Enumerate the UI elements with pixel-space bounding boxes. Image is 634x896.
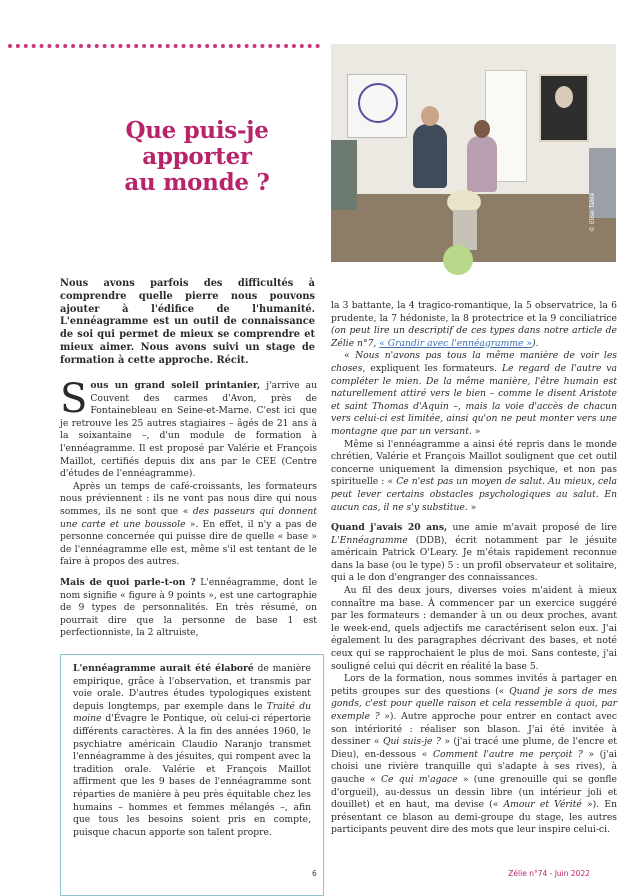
paragraph (331, 350, 617, 438)
paragraph (331, 522, 617, 585)
text: de manière empirique, grâce à l'observation, et transmis par voie orale. D'autres études typologiques existent depuis longtemps, par exemple dans le (73, 663, 311, 712)
article-link[interactable]: « Grandir avec l'ennéagramme » (379, 337, 533, 349)
paragraph (60, 577, 317, 640)
paragraph (60, 376, 317, 481)
text: , expliquent les formateurs. (362, 362, 502, 374)
left-column (60, 376, 318, 640)
text: une amie m'avait proposé de lire (447, 522, 617, 534)
text: L'ennéagramme, dont le nom signifie « figure à 9 points », est une cartographie de 9 types de personnalités. En très résumé, on pourrait dire que la personne de base 1 est perfectionniste, la 2 altruiste, (60, 576, 318, 639)
portrait-poster (539, 74, 589, 142)
trainer-man (413, 124, 447, 188)
side-table (453, 210, 477, 250)
quote: Quand je sors de mes gonds, c'est pour quelle raison et cela ressemble à quoi, par exemple ? (331, 685, 618, 722)
sidebar-box (60, 654, 324, 896)
trainer-woman (467, 136, 497, 192)
text: « (344, 350, 356, 362)
trainer-woman-head (474, 120, 490, 138)
quote: Ce n'est pas un moyen de salut. Au mieux, cela peut lever certains obstacles psychologiques au salut. En aucun cas, il ne s'y substitue. (331, 476, 617, 513)
title-line: Que puis-je (125, 117, 269, 144)
paragraph (331, 673, 617, 837)
article-photo (331, 44, 616, 262)
quote: Le regard de l'autre va compléter le mien. De la même manière, l'être humain est naturellement attiré vers le bien – comme le disent Aristote et saint Thomas d'Aquin –, mais la voie d'accès de chacun vers celui-ci est limitée, ainsi qu'on ne peut monter vers une montagne que par un versant. (331, 362, 617, 437)
participant-left (331, 140, 357, 210)
title-line: au monde ? (124, 169, 270, 196)
magazine-issue: Zélie n°74 - Juin 2022 (508, 869, 590, 878)
lead-in: Quand j'avais 20 ans, (331, 522, 448, 534)
text: ». En effet, il n'y a pas de personne concernée qui puisse dire de quelle « base » de l'ennéagramme elle est, même s'il est tentant de le faire à propos des autres. (60, 518, 317, 568)
drop-cap: S (60, 376, 88, 422)
text: ). (532, 337, 539, 349)
quote: Qui suis-je ? (382, 736, 441, 748)
page-number: 6 (312, 869, 317, 878)
text: » (une grenouille qui se gonfle d'orgueil), au-dessus un dessin libre (un intérieur joli et douillet) et en haut, ma devise (« (331, 773, 617, 811)
paragraph (73, 663, 311, 839)
quote: des passeurs qui donnent une carte et une boussole (60, 505, 317, 530)
lead-in: ous un grand soleil printanier, (90, 380, 261, 391)
quote: Ce qui m'agace (381, 773, 458, 785)
text: » (467, 501, 477, 513)
book-title: L'Ennéagramme (331, 534, 408, 546)
paragraph: Au fil des deux jours, diverses voies m'aident à mieux connaître ma base. À commencer par un exercice suggéré par les formateurs : demander à un ou deux proches, avant le week-end, quels adjectifs me caractérisent selon eux. J'ai également lu des paragraphes décrivant des bases, et noté ceux qui se rapprochaient le plus de moi. Sans conteste, j'ai souligné celui qui décrit en réalité la base 5. (331, 585, 617, 672)
trainer-man-head (421, 106, 439, 126)
paragraph (331, 439, 617, 515)
quote: Comment l'autre me perçoit ? (432, 748, 583, 760)
aside: (on peut lire un descriptif de ces types dans notre article de Zélie n°7, (331, 325, 617, 349)
decorative-green-dot (443, 245, 473, 275)
enneagram-circle-icon (358, 83, 398, 123)
lead-in: Mais de quoi parle-t-on ? (60, 576, 196, 588)
quote: Nous n'avons pas tous la même manière de voir les choses (331, 350, 617, 374)
book-title: Traité du moine (73, 700, 311, 725)
text: » (j'ai choisi une rivière tranquille qui s'adapte à ses rives), à gauche « (331, 748, 617, 785)
article-chapo: Nous avons parfois des difficultés à comprendre quelle pierre nous pouvons ajouter à l'édifice de l'humanité. L'ennéagramme est un outil de connaissance de soi qui permet de mieux se comprendre et mieux aimer. Nous avons suivi un stage de formation à cette approche. Récit. (60, 278, 315, 366)
text: » (j'ai tracé une plume, de l'encre et Dieu), en-dessous « (331, 736, 617, 760)
text: Même si l'ennéagramme a ainsi été repris dans le monde chrétien, Valérie et François Maillot soulignent que cet outil concerne uniquement la dimension psychique, et non pas spirituelle : « (331, 438, 617, 488)
text: » (471, 425, 481, 437)
right-column (331, 300, 617, 837)
text: Après un temps de café-croissants, les formateurs nous préviennent : ils ne vont pas nous dire qui nous sommes, ils ne sont que « (60, 480, 317, 517)
quote: Amour et Vérité (503, 799, 582, 811)
article-title (92, 118, 302, 196)
lead-in: L'ennéagramme aurait été élaboré (73, 663, 254, 674)
portrait-face (555, 86, 573, 108)
photo-credit: © Elise Tablé (589, 192, 596, 232)
text: la 3 battante, la 4 tragico-romantique, la 5 observatrice, la 6 prudente, la 7 hédoniste, la 8 protectrice et la 9 conciliatrice (331, 300, 617, 324)
text: Lors de la formation, nous sommes invités à partager en petits groupes sur des questions (« (331, 673, 617, 697)
paragraph (60, 481, 317, 569)
enneagram-poster (347, 74, 407, 138)
text: »). Autre approche pour entrer en contact avec son intériorité : réaliser son blason. J'ai été invitée à dessiner « (331, 711, 618, 748)
text: j'arrive au Couvent des carmes d'Avon, près de Fontainebleau en Seine-et-Marne. C'est ici que je retrouve les 25 autres stagiaires – âgés de 21 ans à la soixantaine –, d'un module de formation à l'ennéagramme. Il est proposé par Valérie et François Maillot, certifiés depuis dix ans par le CEE (Centre d'études de l'ennéagramme). (60, 380, 317, 480)
text: d'Évagre le Pontique, où celui-ci répertorie différents caractères. À la fin des années 1960, le psychiatre américain Claudio Naranjo transmet l'ennéagramme à des jésuites, qui rompent avec la tradition orale. Valérie et François Maillot affirment que les 9 bases de l'ennéagramme sont réparties de manière à peu près équitable chez les humains – hommes et femmes mélangés –, afin que tous les besoins soient pris en compte, puisque chacun apporte son talent propre. (73, 713, 311, 838)
title-line: apporter (142, 143, 252, 170)
paragraph (331, 300, 617, 350)
text: (DDB), écrit notamment par le jésuite américain Patrick O'Leary. Je m'étais rapidement reconnue dans la base (ou le type) 5 : un profil observateur et solitaire, qui a le don d'engranger des connaissances. (331, 534, 617, 584)
text: »). En présentant ce blason au demi-groupe du stage, les autres participants peuvent dire des mots que leur inspire celui-ci. (331, 799, 617, 836)
decorative-dotted-rule (8, 44, 320, 48)
